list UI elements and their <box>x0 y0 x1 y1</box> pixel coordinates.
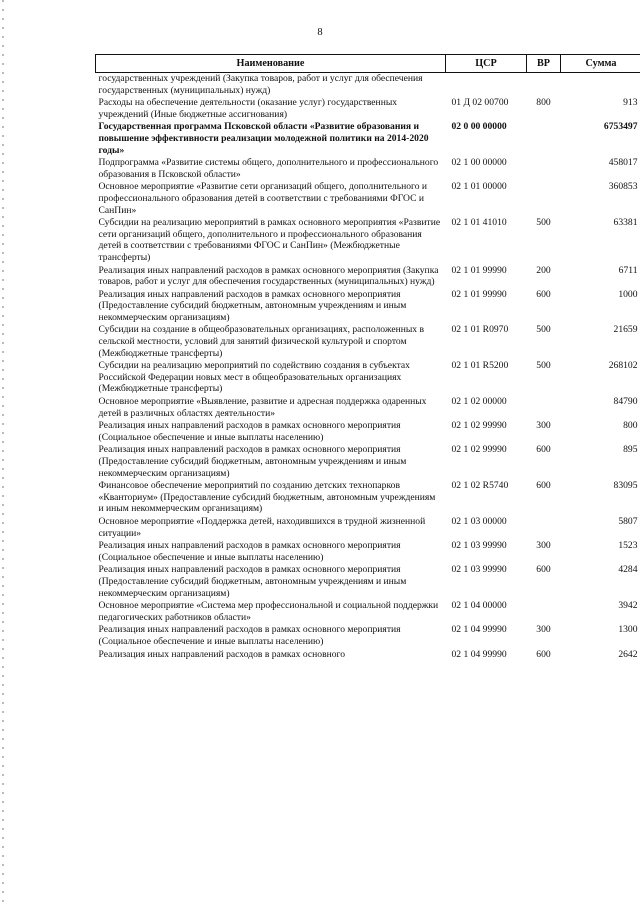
cell-csr: 02 1 00 00000 <box>451 157 507 169</box>
table-body <box>96 73 640 661</box>
cell-name: Реализация иных направлений расходов в рамках основного мероприятия (Закупка товаров, работ и услуг для обеспечения государственных (муниципальных) нужд) <box>98 264 439 288</box>
cell-sum: 6753497 <box>603 121 638 133</box>
cell-sum: 5807 <box>618 515 638 527</box>
table-row <box>96 73 640 97</box>
cell-name: Реализация иных направлений расходов в рамках основного мероприятия (Социальное обеспечение и иные выплаты населению) <box>98 420 401 443</box>
cell-sum: 268102 <box>608 360 638 372</box>
cell-csr: 01 Д 02 00700 <box>451 97 509 109</box>
cell-name: Субсидии на реализацию мероприятий по содействию создания в субъектах Российской Федерации новых мест в общеобразовательных организациях (Межбюджетные трансферты) <box>98 360 410 395</box>
cell-sum: 6711 <box>618 264 638 276</box>
cell-name: Расходы на обеспечение деятельности (оказание услуг) государственных учреждений (Иные бюджетные ассигнования) <box>98 97 398 120</box>
cell-vr: 600 <box>536 648 551 660</box>
cell-vr: 600 <box>536 288 551 300</box>
cell-csr: 02 1 04 99990 <box>451 624 507 636</box>
cell-name: Основное мероприятие «Выявление, развитие и адресная поддержка одаренных детей в различных областях деятельности» <box>98 396 427 419</box>
cell-name: Реализация иных направлений расходов в рамках основного мероприятия (Социальное обеспечение и иные выплаты населению) <box>98 624 401 647</box>
cell-csr: 02 1 02 99990 <box>451 420 507 432</box>
cell-csr: 02 1 01 00000 <box>451 181 507 193</box>
cell-name: Подпрограмма «Развитие системы общего, дополнительного и профессионального образования в Псковской области» <box>98 157 439 180</box>
cell-csr: 02 1 01 R5200 <box>451 360 509 372</box>
cell-csr: 02 1 01 41010 <box>451 217 507 229</box>
cell-vr <box>527 120 561 156</box>
cell-vr: 500 <box>536 217 551 229</box>
cell-csr: 02 1 03 99990 <box>451 564 507 576</box>
table-row <box>96 599 640 623</box>
cell-csr: 02 1 02 R5740 <box>451 480 509 492</box>
table-row <box>96 180 640 216</box>
cell-name: Реализация иных направлений расходов в рамках основного мероприятия (Предоставление субсидий бюджетным, автономным учреждениям и иным некоммерческим организациям) <box>98 288 407 323</box>
table-row <box>96 359 640 395</box>
cell-sum: 360853 <box>608 181 638 193</box>
cell-vr <box>527 515 561 539</box>
cell-name: государственных учреждений (Закупка товаров, работ и услуг для обеспечения государственных (муниципальных) нужд) <box>98 73 423 96</box>
cell-csr: 02 1 03 99990 <box>451 540 507 552</box>
scan-edge-marks <box>2 0 4 905</box>
page-number: 8 <box>317 27 323 38</box>
table-row <box>96 443 640 479</box>
table-row <box>96 648 640 661</box>
cell-name: Реализация иных направлений расходов в рамках основного мероприятия (Предоставление субсидий бюджетным, автономным учреждениям и иным некоммерческим организациям) <box>98 444 407 479</box>
cell-csr: 02 1 01 99990 <box>451 264 507 276</box>
cell-sum: 21659 <box>613 324 638 336</box>
cell-vr: 600 <box>536 564 551 576</box>
cell-name: Финансовое обеспечение мероприятий по созданию детских технопарков «Кванториум» (Предоставление субсидий бюджетным, автономным учреждениям и иным некоммерческим организациям) <box>98 480 436 515</box>
cell-name: Государственная программа Псковской области «Развитие образования и повышение эффективности реализации молодежной политики на 2014-2020 годы» <box>98 121 429 156</box>
cell-sum: 800 <box>623 420 638 432</box>
cell-vr <box>527 599 561 623</box>
cell-sum: 83095 <box>613 480 638 492</box>
table-row <box>96 515 640 539</box>
table-row <box>96 120 640 156</box>
cell-sum: 63381 <box>613 217 638 229</box>
cell-sum: 84790 <box>613 396 638 408</box>
cell-name: Основное мероприятие «Система мер профессиональной и социальной поддержки педагогических работников области» <box>98 600 439 623</box>
cell-vr: 300 <box>536 624 551 636</box>
table-row <box>96 479 640 515</box>
table-row <box>96 216 640 263</box>
table-row <box>96 288 640 324</box>
cell-csr <box>446 73 527 97</box>
cell-vr: 300 <box>536 420 551 432</box>
header-vr: ВР <box>527 55 561 73</box>
cell-vr <box>527 156 561 180</box>
cell-name: Субсидии на создание в общеобразовательных организациях, расположенных в сельской местности, условий для занятий физической культурой и спортом (Межбюджетные трансферты) <box>98 324 425 359</box>
cell-vr <box>527 73 561 97</box>
cell-sum: 895 <box>623 444 638 456</box>
table-row <box>96 563 640 599</box>
cell-name: Основное мероприятие «Поддержка детей, находившихся в трудной жизненной ситуации» <box>98 515 426 539</box>
cell-vr: 300 <box>536 540 551 552</box>
cell-sum: 2642 <box>618 648 638 660</box>
table-row <box>96 323 640 359</box>
cell-sum: 458017 <box>608 157 638 169</box>
cell-vr: 800 <box>536 97 551 109</box>
cell-name: Реализация иных направлений расходов в рамках основного <box>98 648 346 660</box>
cell-vr: 500 <box>536 324 551 336</box>
cell-name: Реализация иных направлений расходов в рамках основного мероприятия (Предоставление субсидий бюджетным, автономным учреждениям и иным некоммерческим организациям) <box>98 564 407 599</box>
cell-sum: 1000 <box>618 288 638 300</box>
cell-name: Субсидии на реализацию мероприятий в рамках основного мероприятия «Развитие сети организаций общего, дополнительного и профессионального образования детей в соответствии с требованиями ФГОС и СанПин» (Межбюджетные трансферты) <box>98 217 441 263</box>
table-row <box>96 96 640 120</box>
cell-sum: 4284 <box>618 564 638 576</box>
table-header-row <box>96 55 640 73</box>
table-row <box>96 264 640 288</box>
cell-sum: 1523 <box>618 540 638 552</box>
cell-name: Реализация иных направлений расходов в рамках основного мероприятия (Социальное обеспечение и иные выплаты населению) <box>98 540 401 563</box>
cell-name: Основное мероприятие «Развитие сети организаций общего, дополнительного и профессионального образования детей в соответствии с требованиями ФГОС и СанПин» <box>98 181 428 216</box>
table-row <box>96 419 640 443</box>
cell-sum: 3942 <box>618 600 638 612</box>
cell-csr: 02 1 03 00000 <box>451 515 507 527</box>
cell-vr: 200 <box>536 264 551 276</box>
cell-sum <box>561 73 640 97</box>
cell-csr: 02 1 02 99990 <box>451 444 507 456</box>
header-sum: Сумма <box>561 55 640 73</box>
cell-vr: 500 <box>536 360 551 372</box>
cell-csr: 02 1 01 99990 <box>451 288 507 300</box>
cell-sum: 913 <box>623 97 638 109</box>
table-row <box>96 156 640 180</box>
cell-vr: 600 <box>536 480 551 492</box>
cell-csr: 02 0 00 00000 <box>451 121 507 133</box>
header-name: Наименование <box>96 55 446 73</box>
cell-csr: 02 1 01 R0970 <box>451 324 509 336</box>
cell-vr: 600 <box>536 444 551 456</box>
table-row <box>96 539 640 563</box>
table-row <box>96 623 640 647</box>
cell-vr <box>527 180 561 216</box>
cell-csr: 02 1 04 00000 <box>451 600 507 612</box>
budget-table <box>95 54 640 660</box>
cell-csr: 02 1 02 00000 <box>451 396 507 408</box>
cell-vr <box>527 395 561 419</box>
cell-sum: 1300 <box>618 624 638 636</box>
cell-csr: 02 1 04 99990 <box>451 648 507 660</box>
table-row <box>96 395 640 419</box>
header-csr: ЦСР <box>446 55 527 73</box>
